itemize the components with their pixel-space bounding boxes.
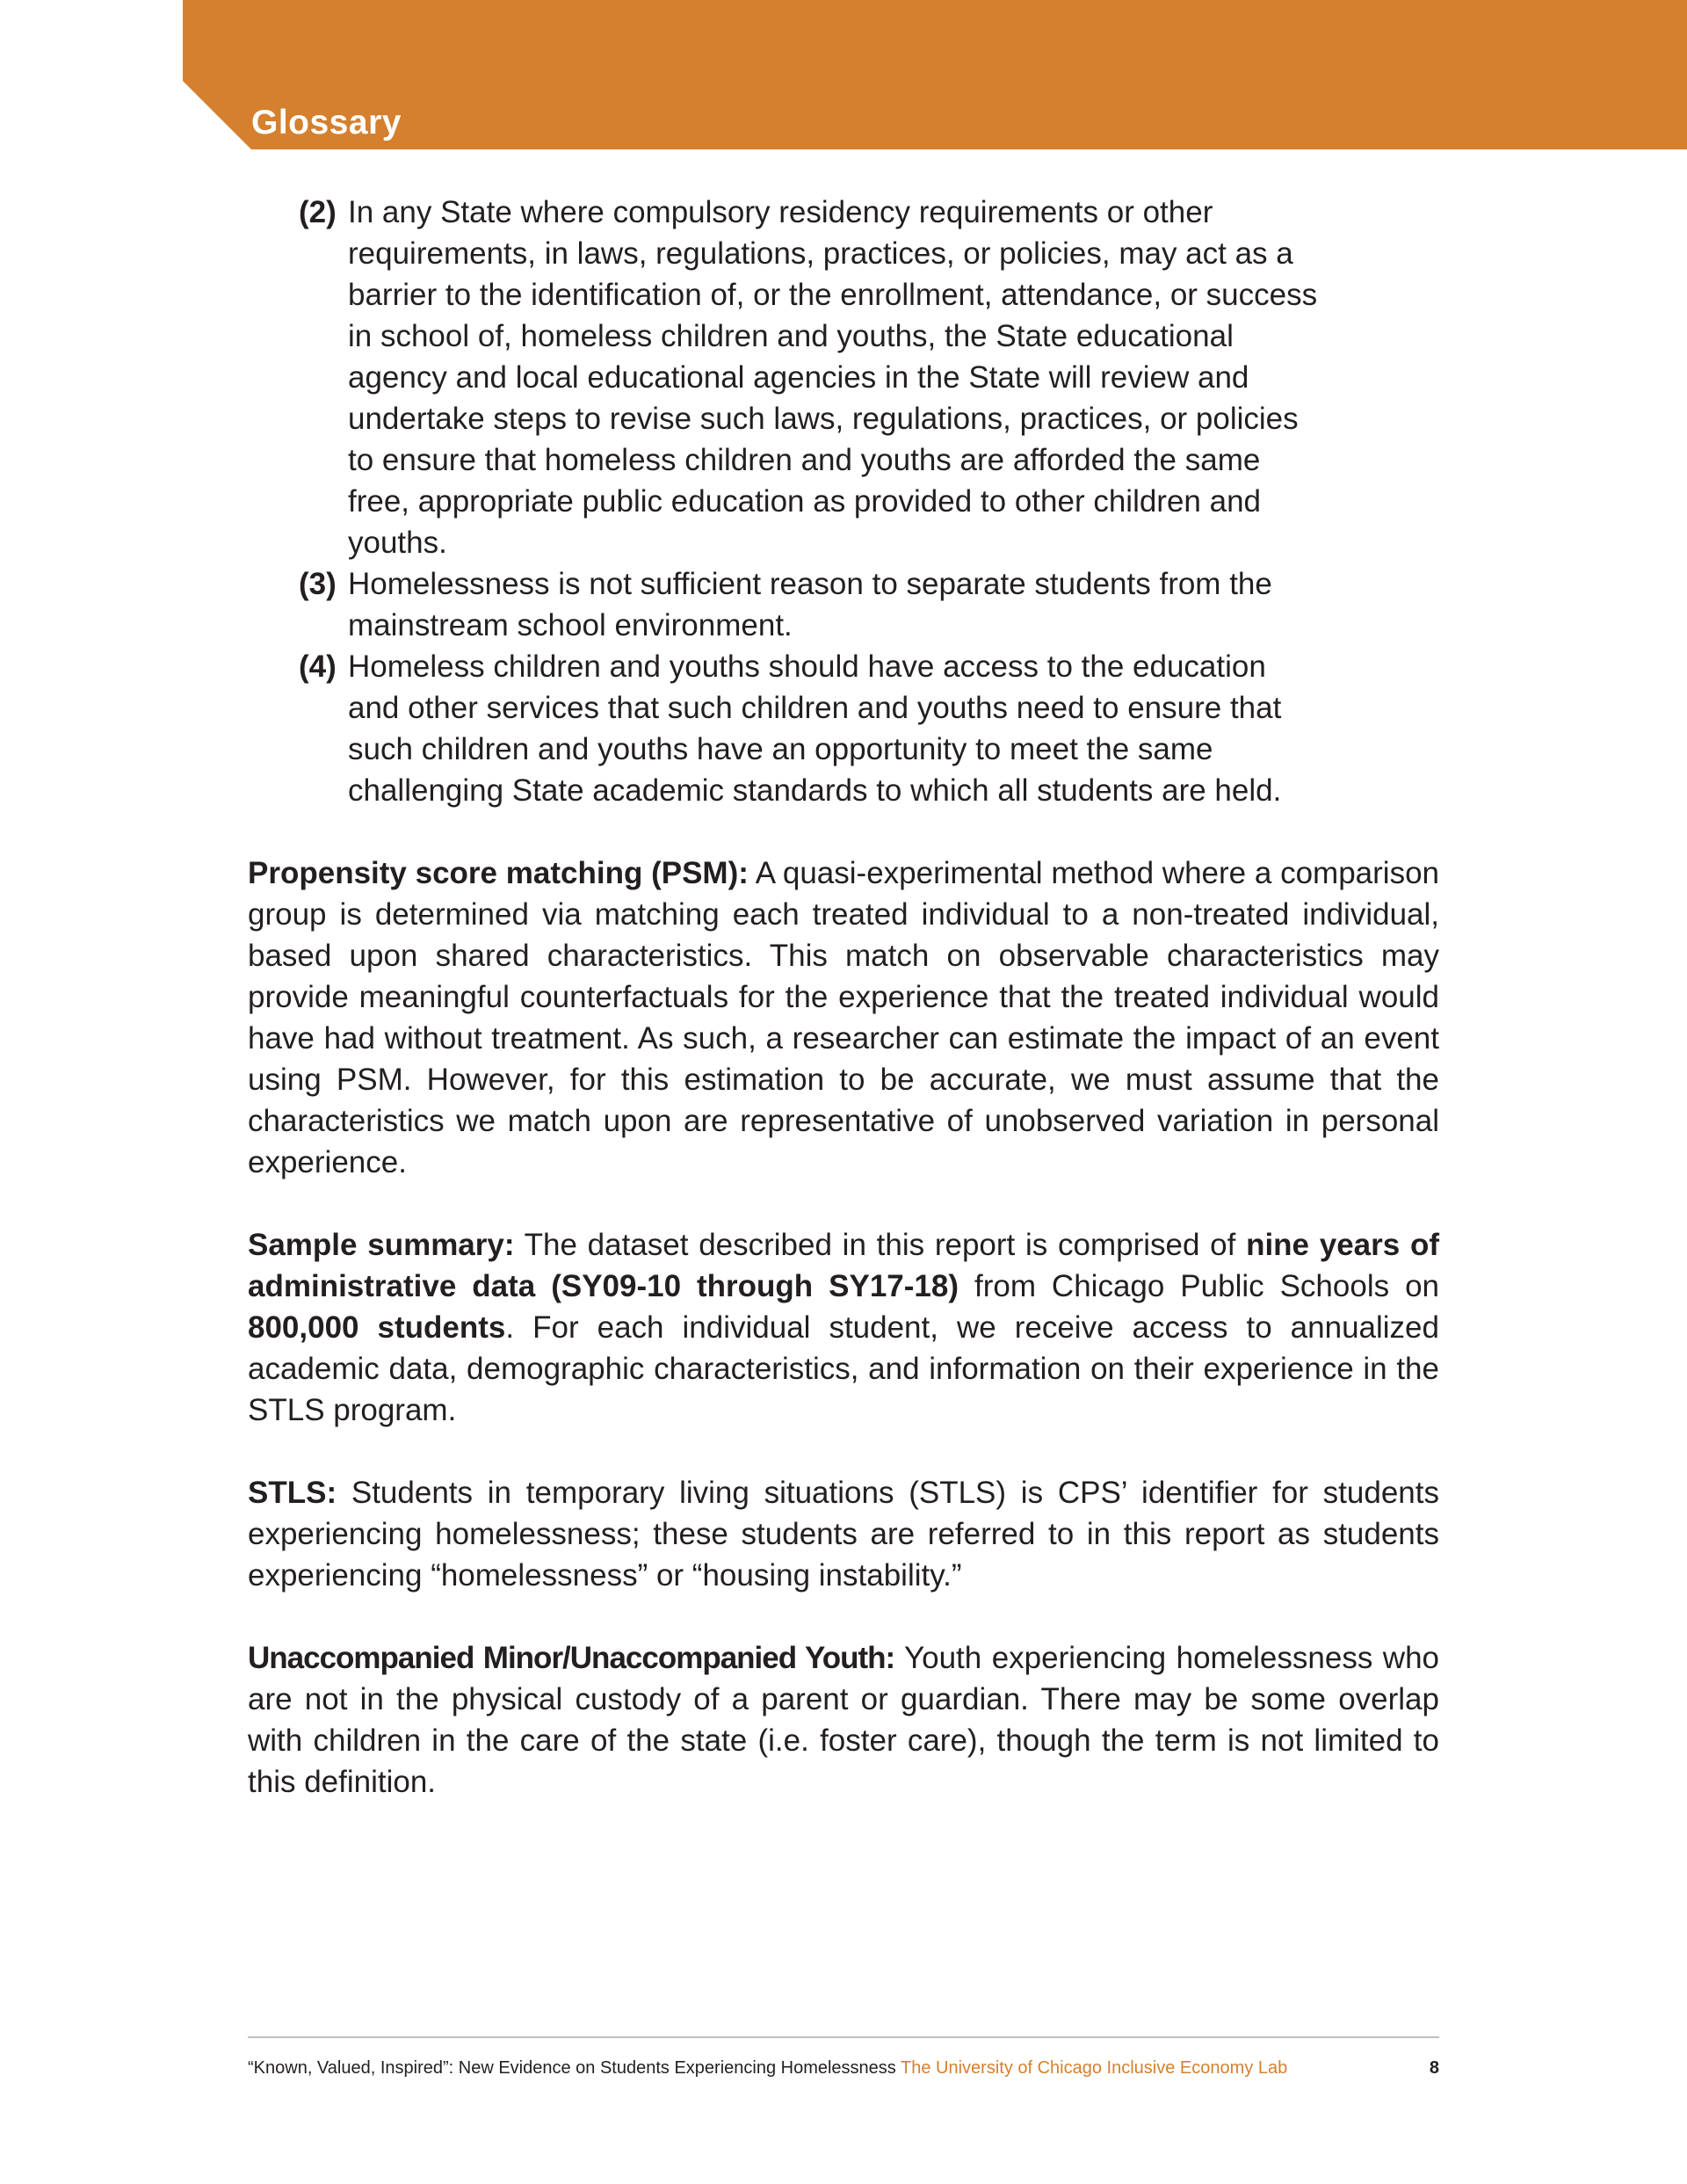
term-definition: from Chicago Public Schools on — [959, 1269, 1439, 1303]
term-definition: The dataset described in this report is comprised of — [514, 1228, 1247, 1262]
term-definition: A quasi-experimental method where a comparison group is determined via matching each treated individual to a non-treated individual, based upon shared characteristics. This match on observable characteristics may provide meaningful counterfactuals for the experience that the treated individual would have had without treatment. As such, a researcher can estimate the impact of an event using PSM. However, for this estimation to be accurate, we must assume that the characteristics we match upon are representative of unobserved variation in personal experience. — [248, 856, 1439, 1179]
list-number: (2) — [299, 195, 337, 229]
list-text: In any State where compulsory residency requirements or other requirements, in laws, regulations, practices, or policies, may act as a barrier to the identification of, or the enrollment, attendance, or success in school of, homeless children and youths, the State educational agency and local educational agencies in the State will review and undertake steps to revise such laws, regulations, practices, or policies to ensure that homeless children and youths are afforded the same free, appropriate public education as provided to other children and youths. — [348, 195, 1318, 560]
term-label: STLS: — [248, 1476, 337, 1510]
glossary-entry-unaccompanied — [248, 1637, 1439, 1803]
term-label: Unaccompanied Minor/Unaccompanied Youth: — [248, 1641, 895, 1675]
list-text: Homelessness is not sufficient reason to separate students from the mainstream school environment. — [348, 567, 1272, 642]
glossary-entry-stls — [248, 1472, 1439, 1596]
footer-divider — [248, 2036, 1439, 2038]
header-band — [183, 0, 1687, 149]
list-number: (4) — [299, 649, 337, 684]
list-text: Homeless children and youths should have access to the education and other services that such children and youths need to ensure that such children and youths have an opportunity to meet the same challenging State academic standards to which all students are held. — [348, 649, 1282, 808]
term-label: Propensity score matching (PSM): — [248, 856, 749, 890]
term-emphasis: nine years of administrative data (SY09-10 through SY17-18) — [248, 1228, 1439, 1303]
page-number: 8 — [1429, 2058, 1439, 2078]
footer-report-title: “Known, Valued, Inspired”: New Evidence on Students Experiencing Homelessness — [248, 2058, 901, 2078]
list-item — [299, 563, 1439, 646]
list-item — [299, 646, 1439, 811]
footer-citation — [248, 2055, 1287, 2081]
term-definition: Students in temporary living situations (STLS) is CPS’ identifier for students experiencing homelessness; these students are referred to in this report as students experiencing “homelessness” or “housing instability.” — [248, 1476, 1439, 1593]
term-label: Sample summary: — [248, 1228, 515, 1262]
page-title: Glossary — [251, 104, 402, 141]
term-definition: . For each individual student, we receive access to annualized academic data, demographic characteristics, and information on their experience in the STLS program. — [248, 1310, 1439, 1427]
footer-org: The University of Chicago Inclusive Economy Lab — [901, 2058, 1288, 2078]
term-emphasis: 800,000 students — [248, 1310, 506, 1345]
footer — [248, 2055, 1439, 2081]
term-definition: Youth experiencing homelessness who are not in the physical custody of a parent or guardian. There may be some overlap with children in the care of the state (i.e. foster care), though the term is not limited to this definition. — [248, 1641, 1439, 1799]
glossary-entry-psm — [248, 853, 1439, 1183]
list-number: (3) — [299, 567, 337, 601]
list-item — [299, 192, 1439, 563]
glossary-entry-sample-summary — [248, 1224, 1439, 1431]
glossary-content — [248, 192, 1439, 1803]
